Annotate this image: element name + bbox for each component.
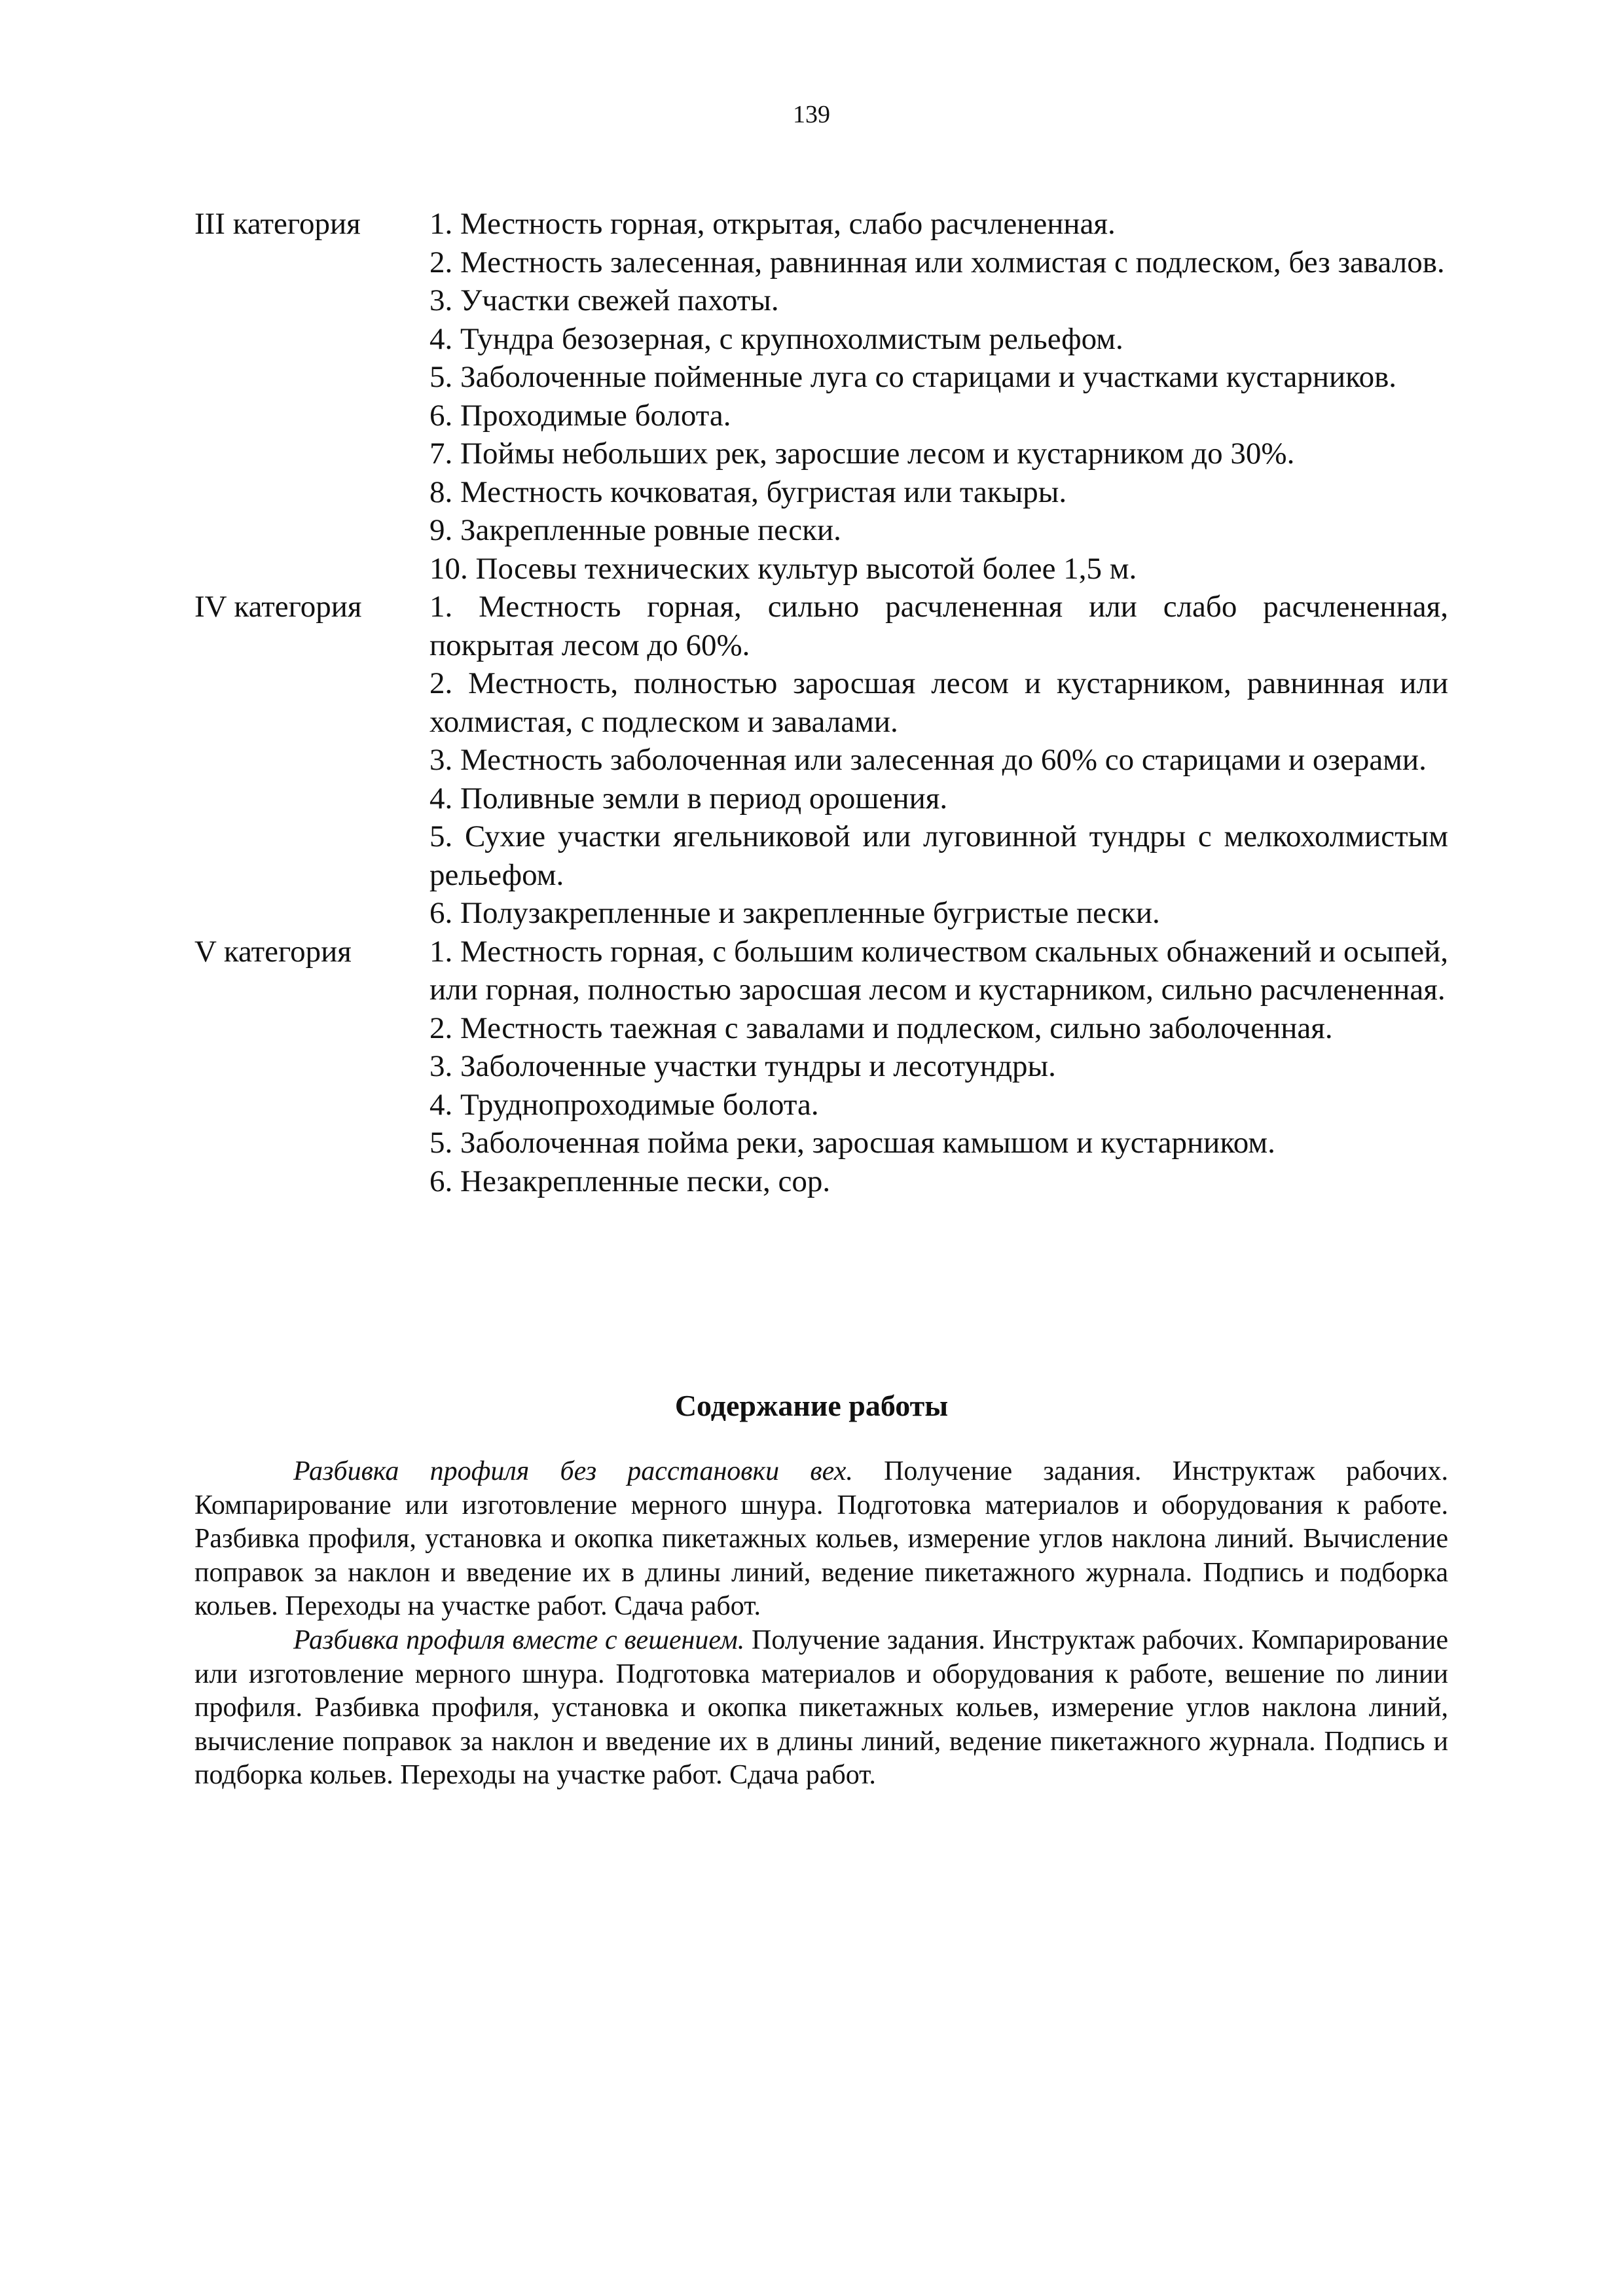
section-heading: Содержание работы <box>674 1389 949 1422</box>
list-item: 3. Местность заболоченная или залесенная до 60% со старицами и озерами. <box>429 743 1427 777</box>
list-item: 2. Местность, полностью заросшая лесом и кустарником, равнинная или холмистая, с подлеском и завалами. <box>429 666 1448 739</box>
category-iii <box>194 205 1448 588</box>
category-items <box>429 205 1448 588</box>
list-item: 3. Участки свежей пахоты. <box>429 283 779 317</box>
work-content <box>194 1455 1448 1793</box>
paragraph-lead: Разбивка профиля вместе с вешением. <box>293 1624 745 1655</box>
list-item: 7. Поймы небольших рек, заросшие лесом и кустарником до 30%. <box>429 437 1295 471</box>
list-item: 5. Заболоченные пойменные луга со старицами и участками кустарников. <box>429 360 1397 394</box>
list-item: 2. Местность таежная с завалами и подлеском, сильно заболоченная. <box>429 1011 1333 1045</box>
list-item: 1. Местность горная, сильно расчлененная или слабо расчлененная, покрытая лесом до 60%. <box>429 590 1448 662</box>
list-item: 6. Полузакрепленные и закрепленные бугристые пески. <box>429 896 1160 930</box>
list-item: 6. Проходимые болота. <box>429 398 731 433</box>
list-item: 10. Посевы технических культур высотой более 1,5 м. <box>429 551 1137 586</box>
list-item: 5. Заболоченная пойма реки, заросшая камышом и кустарником. <box>429 1126 1275 1160</box>
list-item: 4. Поливные земли в период орошения. <box>429 781 948 816</box>
paragraph-profile-with-poles <box>194 1624 1448 1793</box>
list-item: 5. Сухие участки ягельниковой или луговинной тундры с мелкохолмистым рельефом. <box>429 819 1448 892</box>
list-item: 4. Труднопроходимые болота. <box>429 1087 819 1122</box>
paragraph-text: Получение задания. Инструктаж рабочих. Компарирование или изготовление мерного шнура. Подготовка материалов и оборудования к работе, вешение по линии профиля. Разбивка профиля, установка и окопка пикетажных кольев, измерение углов наклона линий, вычисление поправок за наклон и введение их в длины линий, ведение пикетажного журнала. Подпись и подборка кольев. Переходы на участке работ. Сдача работ. <box>194 1624 1449 1791</box>
list-item: 8. Местность кочковатая, бугристая или такыры. <box>429 475 1067 509</box>
category-items <box>429 588 1448 933</box>
page-number: 139 <box>793 101 830 128</box>
list-item: 9. Закрепленные ровные пески. <box>429 513 841 547</box>
paragraph-lead: Разбивка профиля без расстановки вех. <box>293 1456 853 1486</box>
category-label: IV категория <box>194 590 362 624</box>
category-label: III категория <box>194 207 361 241</box>
list-item: 1. Местность горная, с большим количеством скальных обнажений и осыпей, или горная, полностью заросшая лесом и кустарником, сильно расчлененная. <box>429 934 1448 1007</box>
list-item: 6. Незакрепленные пески, сор. <box>429 1164 831 1198</box>
category-v <box>194 933 1448 1201</box>
category-items <box>429 933 1448 1201</box>
category-iv <box>194 588 1448 933</box>
terrain-categories <box>194 205 1448 1200</box>
list-item: 1. Местность горная, открытая, слабо расчлененная. <box>429 207 1116 241</box>
paragraph-profile-without-poles <box>194 1455 1448 1624</box>
paragraph-text: Получение задания. Инструктаж рабочих. Компарирование или изготовление мерного шнура. Подготовка материалов и оборудования к работе. Разбивка профиля, установка и окопка пикетажных кольев, измерение углов наклона линий. Вычисление поправок за наклон и введение их в длины линий, ведение пикетажного журнала. Подпись и подборка кольев. Переходы на участке работ. Сдача работ. <box>194 1456 1449 1622</box>
list-item: 4. Тундра безозерная, с крупнохолмистым рельефом. <box>429 321 1123 356</box>
list-item: 3. Заболоченные участки тундры и лесотундры. <box>429 1049 1056 1083</box>
category-label: V категория <box>194 934 352 969</box>
list-item: 2. Местность залесенная, равнинная или холмистая с подлеском, без завалов. <box>429 245 1445 279</box>
